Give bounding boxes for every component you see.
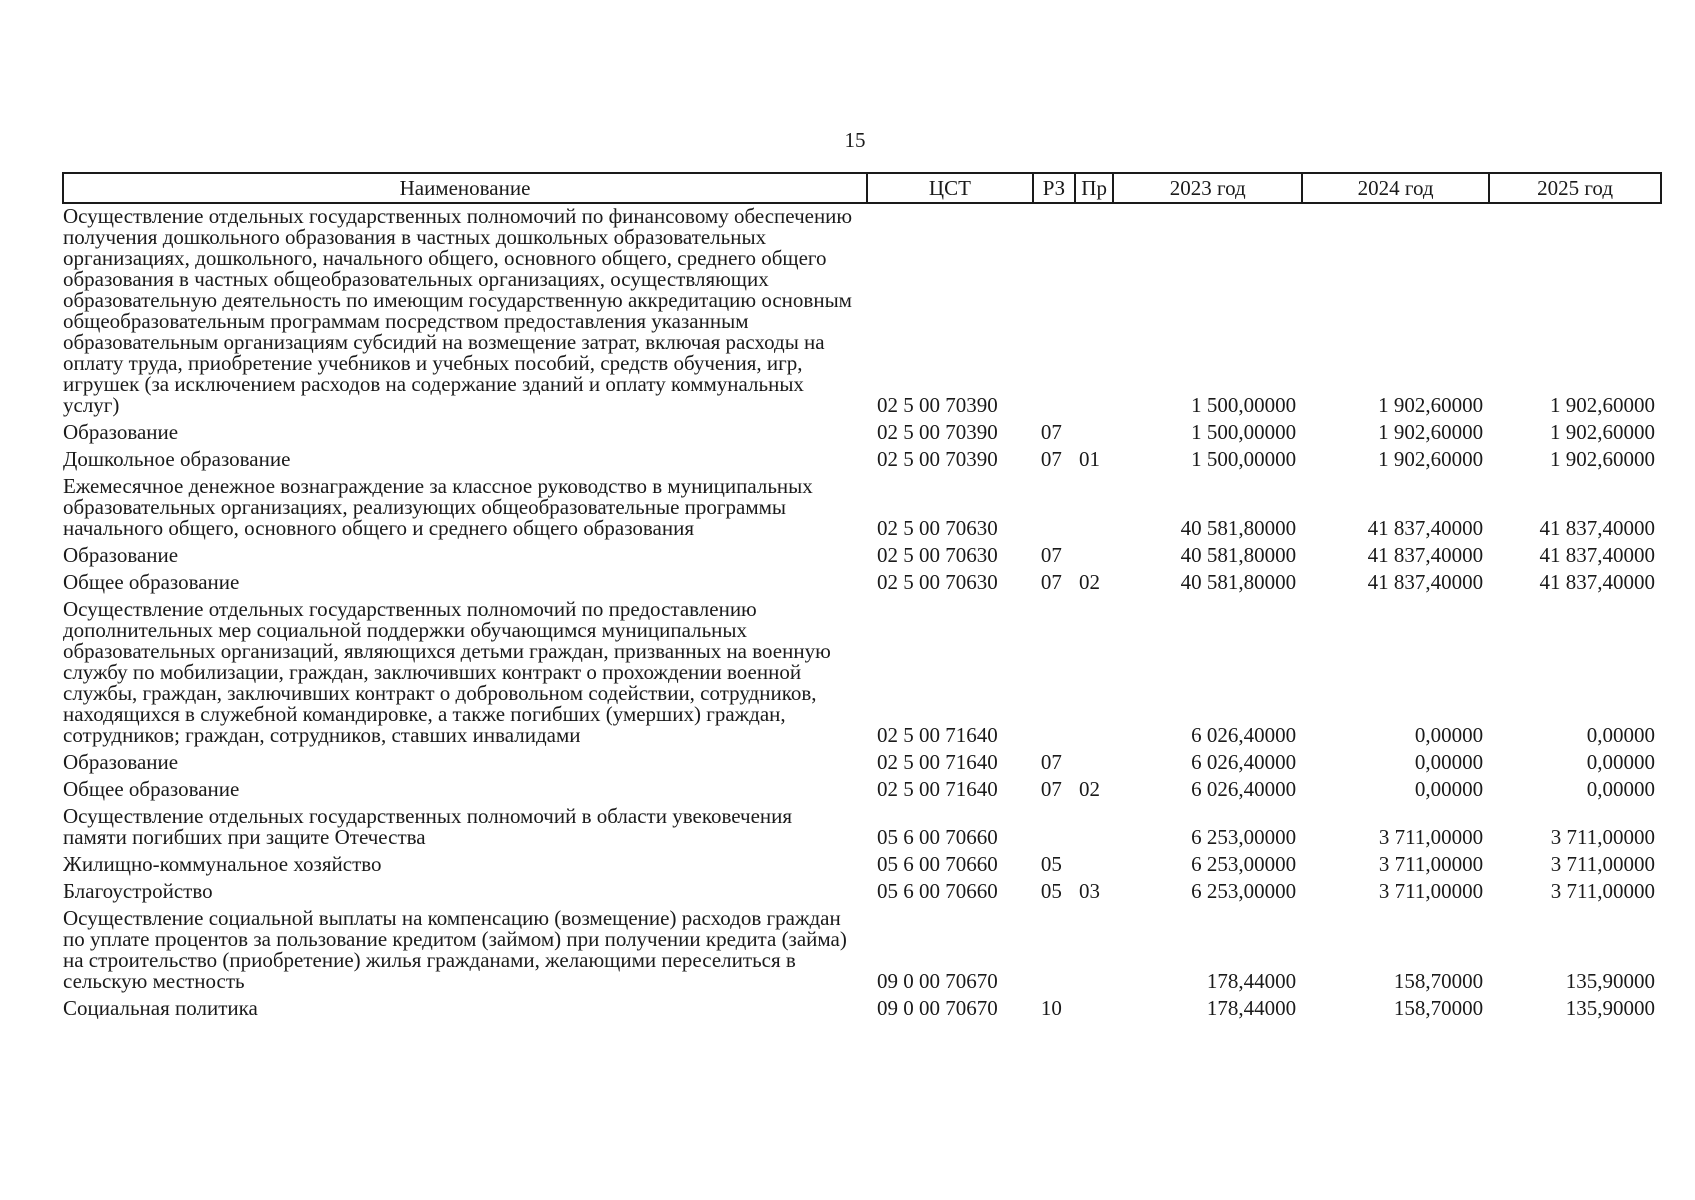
table-row <box>63 996 1661 1023</box>
row-cst: 02 5 00 70390 <box>877 393 998 417</box>
row-value-2023: 1 500,00000 <box>1191 420 1297 444</box>
row-pr: 03 <box>1079 879 1101 903</box>
row-cst: 02 5 00 70630 <box>877 543 998 567</box>
row-value-2024: 41 837,40000 <box>1367 570 1484 594</box>
row-rz: 07 <box>1040 447 1062 471</box>
row-cst: 02 5 00 70390 <box>877 447 998 471</box>
row-value-2023: 6 253,00000 <box>1191 879 1297 903</box>
row-value-2024: 1 902,60000 <box>1378 447 1484 471</box>
row-rz: 10 <box>1040 996 1062 1020</box>
row-value-2024: 1 902,60000 <box>1378 420 1484 444</box>
row-value-2023: 6 253,00000 <box>1191 825 1297 849</box>
row-value-2024: 41 837,40000 <box>1367 543 1484 567</box>
row-pr <box>1075 804 1113 852</box>
row-value-2025: 1 902,60000 <box>1550 447 1655 471</box>
row-pr <box>1075 203 1113 420</box>
row-name: Осуществление отдельных государственных полномочий по финансовому обеспечению получения дошкольного образования в частных дошкольных образовательных организациях, дошкольного, начального общего, основного общего, среднего общего образования в частных общеобразовательных организациях, осуществляющих образовательную деятельность по имеющим государственную аккредитацию основным общеобразовательным программам посредством предоставления указанным образовательным организациям субсидий на возмещение затрат, включая расходы на оплату труда, приобретение учебников и учебных пособий, средств обучения, игр, игрушек (за исключением расходов на содержание зданий и оплату коммунальных услуг) <box>63 204 853 417</box>
row-rz: 07 <box>1040 777 1062 801</box>
row-value-2023: 6 026,40000 <box>1191 723 1297 747</box>
row-rz: 07 <box>1040 420 1062 444</box>
row-cst: 09 0 00 70670 <box>877 969 998 993</box>
row-rz: 07 <box>1040 543 1062 567</box>
row-pr <box>1075 597 1113 750</box>
row-pr: 02 <box>1079 570 1101 594</box>
row-pr <box>1075 852 1113 879</box>
row-pr <box>1075 996 1113 1023</box>
row-name: Общее образование <box>63 570 240 594</box>
row-value-2025: 3 711,00000 <box>1550 879 1655 903</box>
row-value-2023: 6 026,40000 <box>1191 777 1297 801</box>
row-cst: 05 6 00 70660 <box>877 825 998 849</box>
table-row <box>63 543 1661 570</box>
row-rz <box>1033 906 1075 996</box>
row-pr <box>1075 906 1113 996</box>
row-rz <box>1033 203 1075 420</box>
row-name: Благоустройство <box>63 879 213 903</box>
row-name: Общее образование <box>63 777 240 801</box>
row-pr: 02 <box>1079 777 1101 801</box>
row-value-2024: 0,00000 <box>1414 723 1484 747</box>
row-value-2023: 1 500,00000 <box>1191 393 1297 417</box>
row-value-2024: 3 711,00000 <box>1378 825 1484 849</box>
row-cst: 05 6 00 70660 <box>877 879 998 903</box>
row-value-2025: 41 837,40000 <box>1539 543 1655 567</box>
header-pr: Пр <box>1075 173 1113 203</box>
row-value-2023: 1 500,00000 <box>1191 447 1297 471</box>
table-row <box>63 447 1661 474</box>
row-value-2025: 3 711,00000 <box>1550 852 1655 876</box>
row-name: Жилищно-коммунальное хозяйство <box>63 852 382 876</box>
row-value-2024: 41 837,40000 <box>1367 516 1484 540</box>
row-rz: 07 <box>1040 750 1062 774</box>
row-rz <box>1033 804 1075 852</box>
page-number: 15 <box>844 128 866 152</box>
row-cst: 05 6 00 70660 <box>877 852 998 876</box>
header-2023: 2023 год <box>1113 173 1302 203</box>
row-name: Дошкольное образование <box>63 447 291 471</box>
row-value-2025: 135,90000 <box>1565 969 1655 993</box>
row-value-2024: 158,70000 <box>1393 969 1484 993</box>
row-value-2024: 3 711,00000 <box>1378 852 1484 876</box>
row-name: Образование <box>63 420 179 444</box>
row-value-2024: 158,70000 <box>1393 996 1484 1020</box>
row-value-2024: 0,00000 <box>1414 750 1484 774</box>
table-row <box>63 777 1661 804</box>
row-cst: 02 5 00 70630 <box>877 516 998 540</box>
header-rz: РЗ <box>1033 173 1075 203</box>
row-pr <box>1075 420 1113 447</box>
row-pr <box>1075 750 1113 777</box>
table-row <box>63 906 1661 996</box>
row-value-2025: 41 837,40000 <box>1539 516 1655 540</box>
table-row <box>63 203 1661 420</box>
budget-table <box>62 172 1662 1023</box>
table-row <box>63 420 1661 447</box>
row-name: Ежемесячное денежное вознаграждение за классное руководство в муниципальных образовательных организациях, реализующих общеобразовательные программы начального общего, основного общего и среднего общего образования <box>63 474 813 540</box>
row-rz: 05 <box>1040 852 1062 876</box>
row-cst: 02 5 00 71640 <box>877 723 998 747</box>
table-row <box>63 474 1661 543</box>
row-pr <box>1075 543 1113 570</box>
row-cst: 09 0 00 70670 <box>877 996 998 1020</box>
row-name: Социальная политика <box>63 996 258 1020</box>
row-value-2023: 6 253,00000 <box>1191 852 1297 876</box>
row-value-2023: 178,44000 <box>1206 969 1297 993</box>
row-cst: 02 5 00 70390 <box>877 420 998 444</box>
table-row <box>63 879 1661 906</box>
header-cst: ЦСТ <box>867 173 1033 203</box>
row-value-2023: 40 581,80000 <box>1180 543 1297 567</box>
row-value-2024: 0,00000 <box>1414 777 1484 801</box>
row-name: Осуществление отдельных государственных полномочий по предоставлению дополнительных мер социальной поддержки обучающимся муниципальных образовательных организаций, являющихся детьми граждан, призванных на военную службу по мобилизации, граждан, заключивших контракт о прохождении военной службы, граждан, заключивших контракт о добровольном содействии, сотрудников, находящихся в служебной командировке, а также погибших (умерших) граждан, сотрудников; граждан, сотрудников, ставших инвалидами <box>63 597 831 747</box>
header-2024: 2024 год <box>1302 173 1489 203</box>
table-row <box>63 852 1661 879</box>
row-value-2025: 3 711,00000 <box>1550 825 1655 849</box>
table-row <box>63 570 1661 597</box>
row-pr <box>1075 474 1113 543</box>
row-rz <box>1033 597 1075 750</box>
row-name: Осуществление социальной выплаты на компенсацию (возмещение) расходов граждан по уплате процентов за пользование кредитом (займом) при получении кредита (займа) на строительство (приобретение) жилья гражданами, желающими переселиться в сельскую местность <box>63 906 847 993</box>
row-value-2025: 1 902,60000 <box>1550 393 1655 417</box>
row-value-2023: 178,44000 <box>1206 996 1297 1020</box>
row-rz: 05 <box>1040 879 1062 903</box>
row-rz <box>1033 474 1075 543</box>
row-cst: 02 5 00 71640 <box>877 777 998 801</box>
row-value-2025: 135,90000 <box>1565 996 1655 1020</box>
row-value-2025: 0,00000 <box>1586 750 1655 774</box>
row-value-2024: 3 711,00000 <box>1378 879 1484 903</box>
table-row <box>63 750 1661 777</box>
row-cst: 02 5 00 71640 <box>877 750 998 774</box>
row-value-2024: 1 902,60000 <box>1378 393 1484 417</box>
row-value-2025: 1 902,60000 <box>1550 420 1655 444</box>
row-rz: 07 <box>1040 570 1062 594</box>
row-value-2023: 6 026,40000 <box>1191 750 1297 774</box>
row-name: Образование <box>63 750 179 774</box>
row-value-2025: 0,00000 <box>1586 777 1655 801</box>
row-value-2025: 41 837,40000 <box>1539 570 1655 594</box>
table-row <box>63 597 1661 750</box>
row-name: Образование <box>63 543 179 567</box>
header-name: Наименование <box>63 173 867 203</box>
row-cst: 02 5 00 70630 <box>877 570 998 594</box>
row-value-2023: 40 581,80000 <box>1180 516 1297 540</box>
row-value-2025: 0,00000 <box>1586 723 1655 747</box>
table-body <box>63 203 1661 1023</box>
row-value-2023: 40 581,80000 <box>1180 570 1297 594</box>
row-pr: 01 <box>1079 447 1101 471</box>
table-row <box>63 804 1661 852</box>
row-name: Осуществление отдельных государственных полномочий в области увековечения памяти погибших при защите Отечества <box>63 804 793 849</box>
header-2025: 2025 год <box>1489 173 1661 203</box>
table-header <box>63 173 1661 203</box>
